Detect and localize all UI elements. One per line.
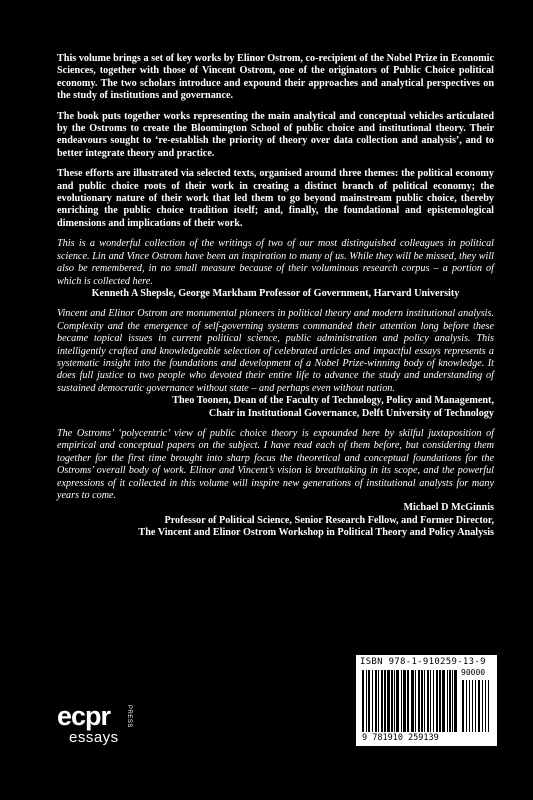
endorsement-quote-2: Vincent and Elinor Ostrom are monumental pioneers in political theory and modern institutional analysis. Complexity and the emergence of self-governing systems commanded their attention long before these became topical issues in current political science, public administration and policy analysis. This intelligently crafted and knowledgeable selection of celebrated articles and impactful essays represents a systematic insight into the foundations and development of a Nobel Prize-winning body of knowledge. It does full justice to two people who devoted their entire life to advance the study and understanding of sustained democratic governance without state – and perhaps even without nation. [57, 308, 494, 394]
blurb-paragraph-2: The book puts together works representing the main analytical and conceptual vehicles articulated by the Ostroms to create the Bloomington School of public choice and institutional theory. Their endeavours sought to ‘re-establish the priority of theory over data collection and analysis’, and to better integrate theory and practice. [57, 110, 494, 159]
endorsement-attribution-2-line-2: Chair in Institutional Governance, Delft University of Technology [208, 407, 494, 419]
barcode-number: 9 781910 259139 [362, 733, 439, 743]
endorsement-attribution-1: Kenneth A Shepsle, George Markham Professor of Government, Harvard University [91, 287, 460, 299]
cover-text [57, 53, 494, 540]
endorsement-attribution-2-line-1: Theo Toonen, Dean of the Faculty of Technology, Policy and Management, [172, 395, 494, 407]
logo-press: PRESS [126, 705, 132, 728]
endorsement-attribution-3-line-1: Michael D McGinnis [403, 502, 494, 514]
endorsement-quote-3: The Ostroms’ ‘polycentric’ view of public choice theory is expounded here by skilful juxtaposition of empirical and conceptual papers on the subject. I have read each of them before, but considering them together for the first time brought into sharp focus the theoretical and conceptual foundations for the Ostroms’ overall body of work. Elinor and Vincent’s vision is breathtaking in its scope, and the powerful expressions of it collected in this volume will inspire new generations of institutional analysts for many years to come. [57, 427, 494, 501]
blurb-paragraph-1: This volume brings a set of key works by Elinor Ostrom, co-recipient of the Nobel Prize in Economic Sciences, together with those of Vincent Ostrom, one of the originators of Public Choice political economy. The two scholars introduce and expound their approaches and analytical perspectives on the study of institutions and governance. [57, 53, 494, 102]
logo-ecpr: ecpr [57, 701, 111, 731]
logo-essays: essays [69, 729, 119, 746]
endorsement-quote-1: This is a wonderful collection of the writings of two of our most distinguished colleagues in political science. Lin and Vince Ostrom have been an inspiration to many of us. While they will be missed, they will also be remembered, in no small measure because of their voluminous research corpus – a portion of which is collected here. [57, 238, 494, 287]
blurb-paragraph-3: These efforts are illustrated via selected texts, organised around three themes: the political economy and public choice roots of their work in creating a distinct branch of political economy; the evolutionary nature of their work that led them to go beyond mainstream public choice, thereby enriching the public choice tradition itself; and, finally, the foundational and epistemological dimensions and implications of their work. [57, 168, 494, 229]
endorsement-attribution-3-line-3: The Vincent and Elinor Ostrom Workshop in Political Theory and Policy Analysis [138, 527, 494, 539]
isbn-barcode [356, 655, 497, 746]
barcode-addon-number: 90000 [461, 668, 486, 677]
endorsement-attribution-3-line-2: Professor of Political Science, Senior Research Fellow, and Former Director, [164, 514, 494, 526]
barcode-bars [362, 670, 492, 732]
isbn-label: ISBN 978-1-910259-13-9 [360, 657, 486, 667]
ecpr-press-logo [57, 701, 149, 753]
